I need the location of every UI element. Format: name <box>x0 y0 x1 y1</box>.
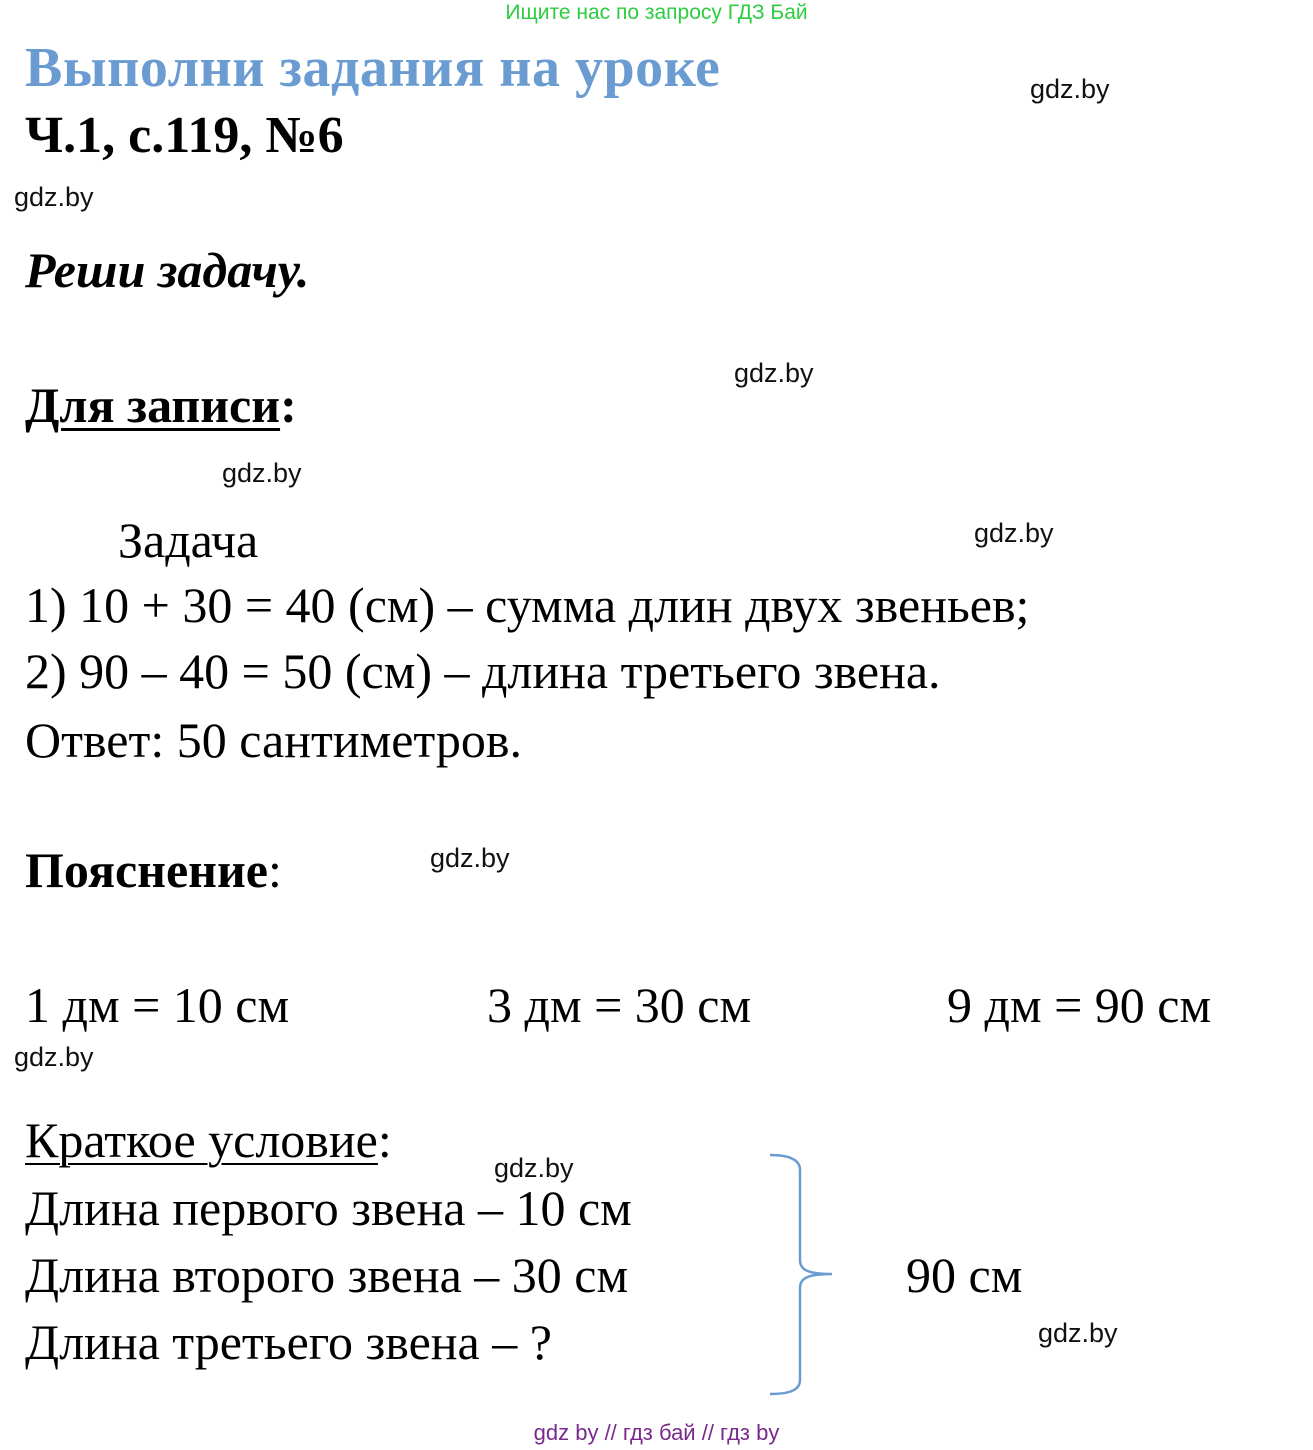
explanation-heading-text: Пояснение <box>25 842 268 898</box>
watermark: gdz.by <box>14 1042 94 1072</box>
task-label: Задача <box>118 512 259 568</box>
footer: gdz by // гдз бай // гдз by <box>533 1420 780 1445</box>
watermark: gdz.by <box>1038 1318 1118 1348</box>
record-heading-text: Для записи <box>25 377 281 433</box>
explanation-heading <box>25 842 282 898</box>
watermark: gdz.by <box>14 182 94 212</box>
short-condition-heading-colon: : <box>377 1112 392 1168</box>
section-title: Выполни задания на уроке <box>25 37 721 99</box>
task-reference: Ч.1, с.119, №6 <box>25 107 344 164</box>
watermark: gdz.by <box>430 843 510 873</box>
record-heading <box>25 377 297 433</box>
conversion-1: 1 дм = 10 см <box>25 977 290 1033</box>
curly-brace-icon <box>760 1150 840 1400</box>
watermark: gdz.by <box>734 358 814 388</box>
condition-line-1: Длина первого звена – 10 см <box>25 1180 632 1236</box>
top-banner: Ищите нас по запросу ГДЗ Бай <box>505 1 808 24</box>
answer: Ответ: 50 сантиметров. <box>25 712 522 768</box>
condition-line-3: Длина третьего звена – ? <box>25 1314 552 1370</box>
watermark: gdz.by <box>222 458 302 488</box>
watermark: gdz.by <box>1030 74 1110 104</box>
solution-step-1: 1) 10 + 30 = 40 (см) – сумма длин двух звеньев; <box>25 577 1030 633</box>
solution-step-2: 2) 90 – 40 = 50 (см) – длина третьего звена. <box>25 643 941 699</box>
instruction: Реши задачу. <box>25 242 310 298</box>
short-condition-heading-text: Краткое условие <box>25 1112 378 1168</box>
explanation-heading-colon: : <box>268 842 282 898</box>
conversion-2: 3 дм = 30 см <box>487 977 752 1033</box>
conversion-3: 9 дм = 90 см <box>947 977 1212 1033</box>
short-condition-heading <box>25 1112 392 1168</box>
watermark: gdz.by <box>974 518 1054 548</box>
record-heading-colon: : <box>280 377 297 433</box>
total-length: 90 см <box>906 1247 1023 1303</box>
watermark: gdz.by <box>494 1153 574 1183</box>
condition-line-2: Длина второго звена – 30 см <box>25 1247 629 1303</box>
